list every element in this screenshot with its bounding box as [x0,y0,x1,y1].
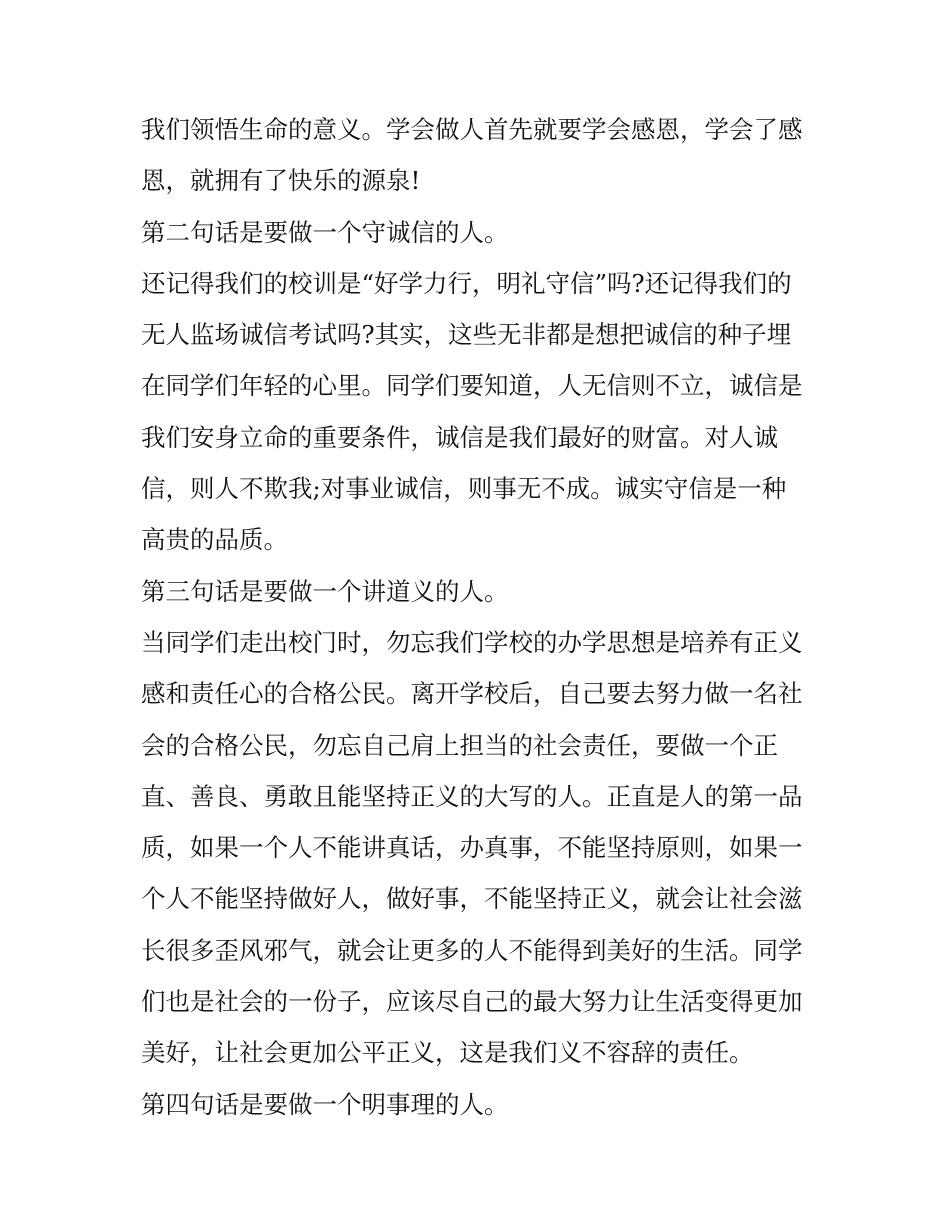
text-line: 我们领悟生命的意义。学会做人首先就要学会感恩，学会了感 [141,115,803,144]
body-text [141,104,831,1130]
section-heading: 第四句话是要做一个明事理的人。 [141,1089,509,1119]
text-line: 还记得我们的校训是“好学力行，明礼守信”吗?还记得我们的 [141,268,792,298]
text-line: 个人不能坚持做好人，做好事，不能坚持正义，就会让社会滋 [141,884,803,914]
section-heading: 第三句话是要做一个讲道义的人。 [141,576,509,606]
text-line: 美好，让社会更加公平正义，这是我们义不容辞的责任。 [141,1038,754,1068]
text-line: 会的合格公民，勿忘自己肩上担当的社会责任，要做一个正 [141,730,778,760]
text-line: 质，如果一个人不能讲真话，办真事，不能坚持原则，如果一 [141,833,803,863]
text-line: 高贵的品质。 [141,525,288,555]
text-line: 长很多歪风邪气，就会让更多的人不能得到美好的生活。同学 [141,935,803,965]
text-line: 信，则人不欺我;对事业诚信，则事无不成。诚实守信是一种 [141,474,787,504]
text-line: 在同学们年轻的心里。同学们要知道，人无信则不立，诚信是 [141,371,803,401]
text-line: 恩，就拥有了快乐的源泉! [141,166,421,196]
text-line: 们也是社会的一份子，应该尽自己的最大努力让生活变得更加 [141,987,803,1017]
text-line: 我们安身立命的重要条件，诚信是我们最好的财富。对人诚 [141,422,778,452]
text-line: 直、善良、勇敢且能坚持正义的大写的人。正直是人的第一品 [141,781,803,811]
text-line: 无人监场诚信考试吗?其实，这些无非都是想把诚信的种子埋 [141,320,792,350]
section-heading: 第二句话是要做一个守诚信的人。 [141,217,509,247]
text-line: 当同学们走出校门时，勿忘我们学校的办学思想是培养有正义 [141,627,803,657]
text-line: 感和责任心的合格公民。离开学校后，自己要去努力做一名社 [141,679,803,709]
